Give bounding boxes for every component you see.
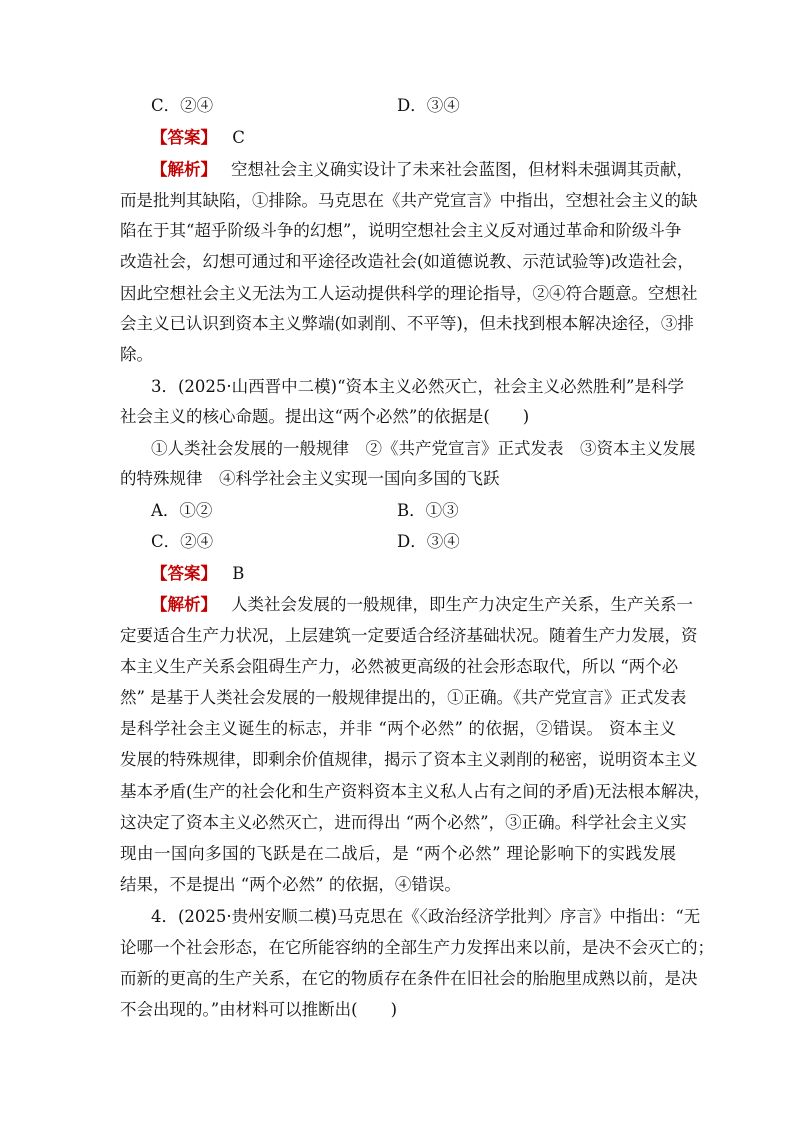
q3-analysis-line: 基本矛盾(生产的社会化和生产资料资本主义私人占有之间的矛盾)无法根本解决， [120,782,711,801]
q3-analysis-line: 发展的特殊规律，即剩余价值规律，揭示了资本主义剥削的秘密，说明资本主义 [120,750,698,769]
q3-items-line: ①人类社会发展的一般规律 ②《共产党宣言》正式发表 ③资本主义发展 [151,439,696,458]
q2-analysis-line: 【解析】 空想社会主义确实设计了未来社会蓝图，但材料未强调其贡献， [151,160,693,179]
q3-items-line: 的特殊规律 ④科学社会主义实现一国向多国的飞跃 [120,469,500,488]
q2-analysis-line: 除。 [120,345,153,364]
q3-answer [151,561,244,587]
q4-stem-line: 论哪一个社会形态，在它所能容纳的全部生产力发挥出来以前，是决不会灭亡的； [120,938,714,957]
q2-option-row [151,93,213,119]
q2-analysis-line: 而是批判其缺陷，①排除。马克思在《共产党宣言》中指出，空想社会主义的缺 [120,191,698,210]
answer-tag: 【答案】 [151,128,217,147]
q2-answer [151,125,245,151]
q2-analysis-line: 会主义已认识到资本主义弊端(如剥削、不平等)，但未找到根本解决途径，③排 [120,314,694,333]
q3-analysis-line: 定要适合生产力状况，上层建筑一定要适合经济基础状况。随着生产力发展，资 [120,626,698,645]
q3-analysis-line: 【解析】 人类社会发展的一般规律，即生产力决定生产关系，生产关系一 [151,595,693,614]
q3-analysis-line: 现由一国向多国的飞跃是在二战后，是 “两个必然” 理论影响下的实践发展 [120,844,676,863]
answer-value: B [232,564,245,583]
q2-option-d: D．③④ [397,96,460,115]
q2-analysis-line: 陷在于其“超乎阶级斗争的幻想”，说明空想社会主义反对通过革命和阶级斗争 [120,221,682,240]
q3-option-a: A．①② [151,501,213,520]
q3-analysis-line: 这决定了资本主义必然灭亡，进而得出 “两个必然”，③正确。科学社会主义实 [120,813,687,832]
q3-option-d: D．③④ [397,532,460,551]
q3-option-c: C．②④ [151,532,214,551]
q4-stem-line: 而新的更高的生产关系，在它的物质存在条件在旧社会的胎胞里成熟以前，是决 [120,969,698,988]
q3-analysis-line: 然” 是基于人类社会发展的一般规律提出的，①正确。《共产党宣言》正式发表 [120,688,687,707]
q2-analysis-line: 因此空想社会主义无法为工人运动提供科学的理论指导，②④符合题意。空想社 [120,284,698,303]
q3-option-b: B．①③ [397,501,459,520]
q4-stem-line: 4．(2025·贵州安顺二模)马克思在《〈政治经济学批判〉序言》中指出：“无 [151,907,701,926]
q2-analysis-line: 改造社会，幻想可通过和平途径改造社会(如道德说教、示范试验等)改造社会， [120,252,694,271]
q3-stem-line: 3．(2025·山西晋中二模)“资本主义必然灭亡，社会主义必然胜利”是科学 [151,377,684,396]
q2-option-c: C．②④ [151,96,214,115]
q3-stem-line: 社会主义的核心命题。提出这“两个必然”的依据是( ) [120,407,530,426]
q3-analysis-line: 结果，不是提出 “两个必然” 的依据，④错误。 [120,875,461,894]
q4-stem-line: 不会出现的。”由材料可以推断出( ) [120,1000,398,1019]
analysis-tag: 【解析】 [151,160,217,179]
answer-tag: 【答案】 [151,564,217,583]
q3-analysis-line: 本主义生产关系会阻碍生产力，必然被更高级的社会形态取代，所以 “两个必 [120,657,679,676]
q3-analysis-line: 是科学社会主义诞生的标志，并非 “两个必然” 的依据，②错误。 资本主义 [120,719,676,738]
answer-value: C [232,128,245,147]
analysis-tag: 【解析】 [151,595,217,614]
